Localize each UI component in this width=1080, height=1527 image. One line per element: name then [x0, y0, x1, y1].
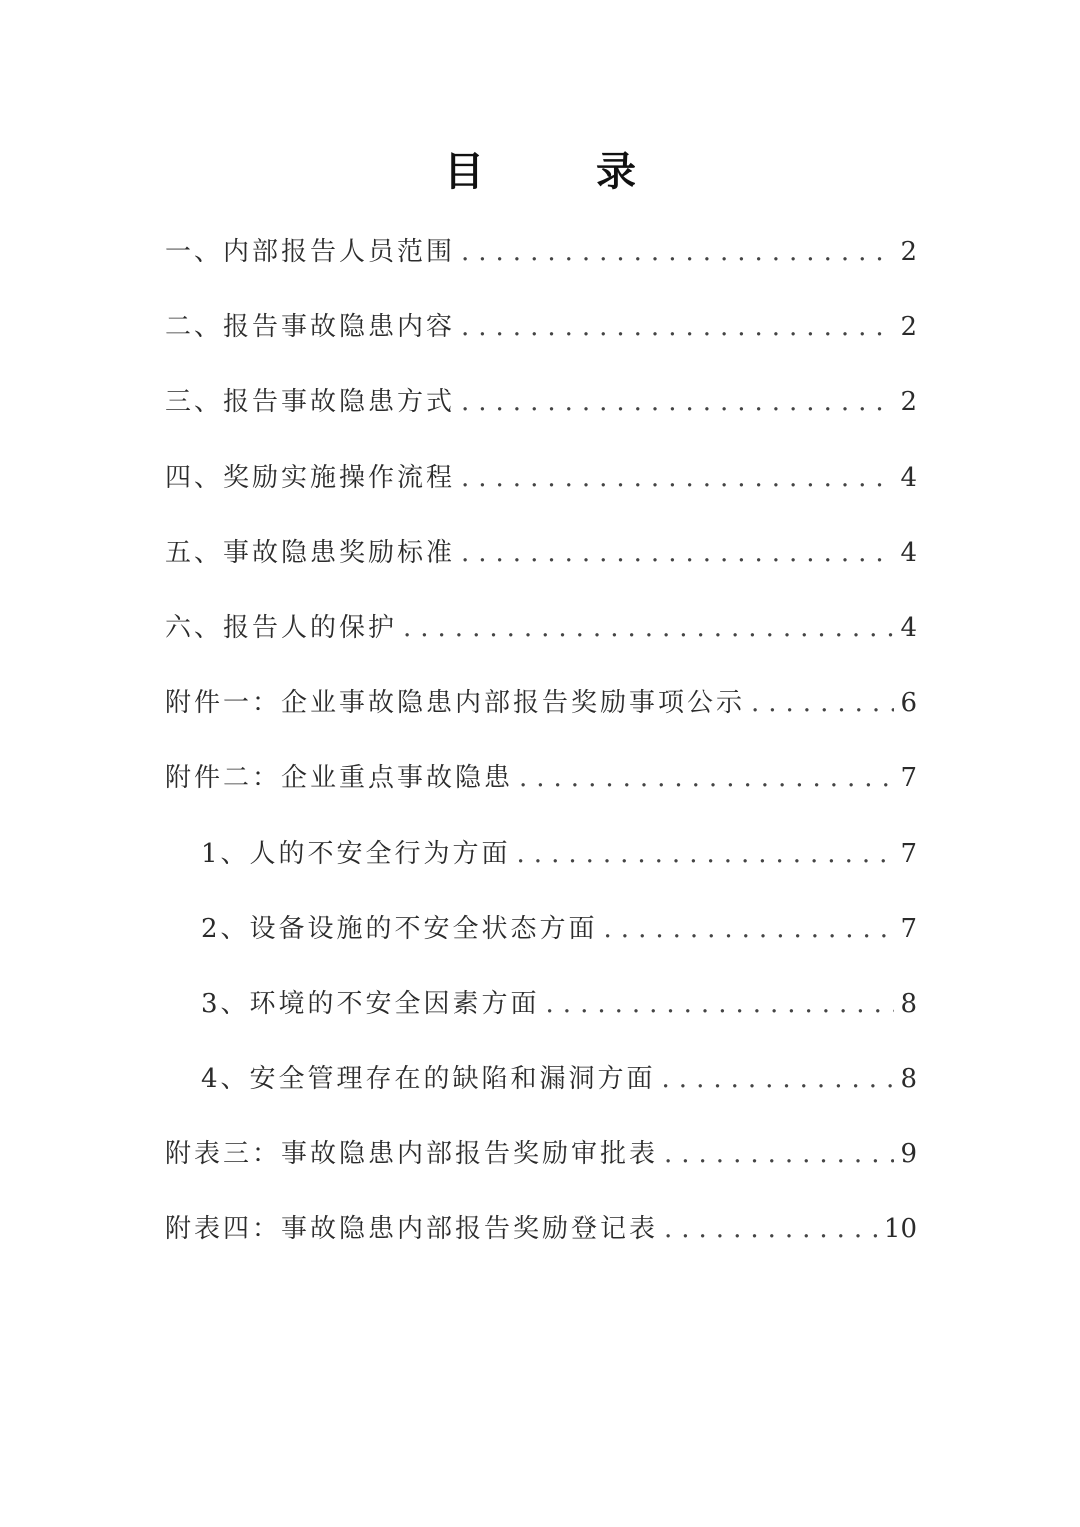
toc-entry-label: 2、设备设施的不安全状态方面 [201, 913, 598, 944]
toc-entry-page-number: 2 [900, 387, 917, 418]
toc-subentry [165, 905, 917, 980]
toc-entry [165, 529, 917, 604]
dot-leader [517, 830, 895, 878]
toc-entry-page-number: 4 [900, 537, 917, 568]
toc-entry-page-number: 2 [900, 237, 917, 267]
toc-entry-label: 四、奖励实施操作流程 [165, 462, 456, 493]
dot-leader [403, 604, 894, 652]
toc-entry-label: 三、报告事故隐患方式 [165, 387, 456, 418]
toc-entry-page-number: 6 [900, 688, 917, 719]
toc-entry-label: 附表四：事故隐患内部报告奖励登记表 [165, 1214, 659, 1245]
dot-leader [461, 454, 894, 502]
toc-entry-page-number: 10 [883, 1214, 917, 1245]
toc-title: 目 录 [444, 149, 672, 195]
dot-leader [461, 378, 894, 426]
toc-entry [165, 303, 917, 378]
toc-entry-label: 二、报告事故隐患内容 [165, 312, 456, 343]
toc-subentry [165, 830, 917, 905]
toc-entry-page-number: 4 [900, 612, 917, 643]
dot-leader [662, 1055, 895, 1103]
dot-leader [604, 905, 895, 953]
toc-entry-page-number: 7 [900, 763, 917, 794]
toc-entry-page-number: 9 [900, 1139, 917, 1170]
toc-entry [165, 604, 917, 679]
toc-entry-label: 3、环境的不安全因素方面 [201, 988, 540, 1019]
toc-entry [165, 228, 917, 303]
toc-entry-page-number: 7 [900, 913, 917, 944]
dot-leader [461, 529, 894, 577]
toc-entry-label: 附件一：企业事故隐患内部报告奖励事项公示 [165, 688, 746, 719]
dot-leader [751, 679, 894, 727]
toc-entry-label: 五、事故隐患奖励标准 [165, 537, 456, 568]
toc-entry [165, 454, 917, 529]
toc-entry [165, 679, 917, 754]
toc-entry [165, 1205, 917, 1280]
toc-entry [165, 754, 917, 829]
dot-leader [519, 754, 894, 802]
dot-leader [461, 303, 894, 351]
toc-entry-label: 六、报告人的保护 [165, 612, 398, 643]
dot-leader [664, 1130, 894, 1178]
dot-leader [461, 228, 894, 276]
toc-entry [165, 378, 917, 453]
toc-entry-page-number: 2 [900, 312, 917, 343]
dot-leader [664, 1205, 878, 1253]
toc-entry-label: 一、内部报告人员范围 [165, 237, 456, 267]
dot-leader [546, 980, 895, 1028]
toc-entry-label: 附件二：企业重点事故隐患 [165, 763, 514, 794]
toc-entry-label: 附表三：事故隐患内部报告奖励审批表 [165, 1139, 659, 1170]
toc-list [165, 228, 917, 1281]
toc-subentry [165, 1055, 917, 1130]
toc-entry-page-number: 8 [900, 988, 917, 1019]
toc-entry [165, 1130, 917, 1205]
toc-entry-page-number: 4 [900, 462, 917, 493]
toc-entry-page-number: 8 [900, 1064, 917, 1095]
toc-entry-page-number: 7 [900, 838, 917, 869]
toc-entry-label: 4、安全管理存在的缺陷和漏洞方面 [201, 1064, 656, 1095]
toc-entry-label: 1、人的不安全行为方面 [201, 838, 511, 869]
toc-subentry [165, 980, 917, 1055]
